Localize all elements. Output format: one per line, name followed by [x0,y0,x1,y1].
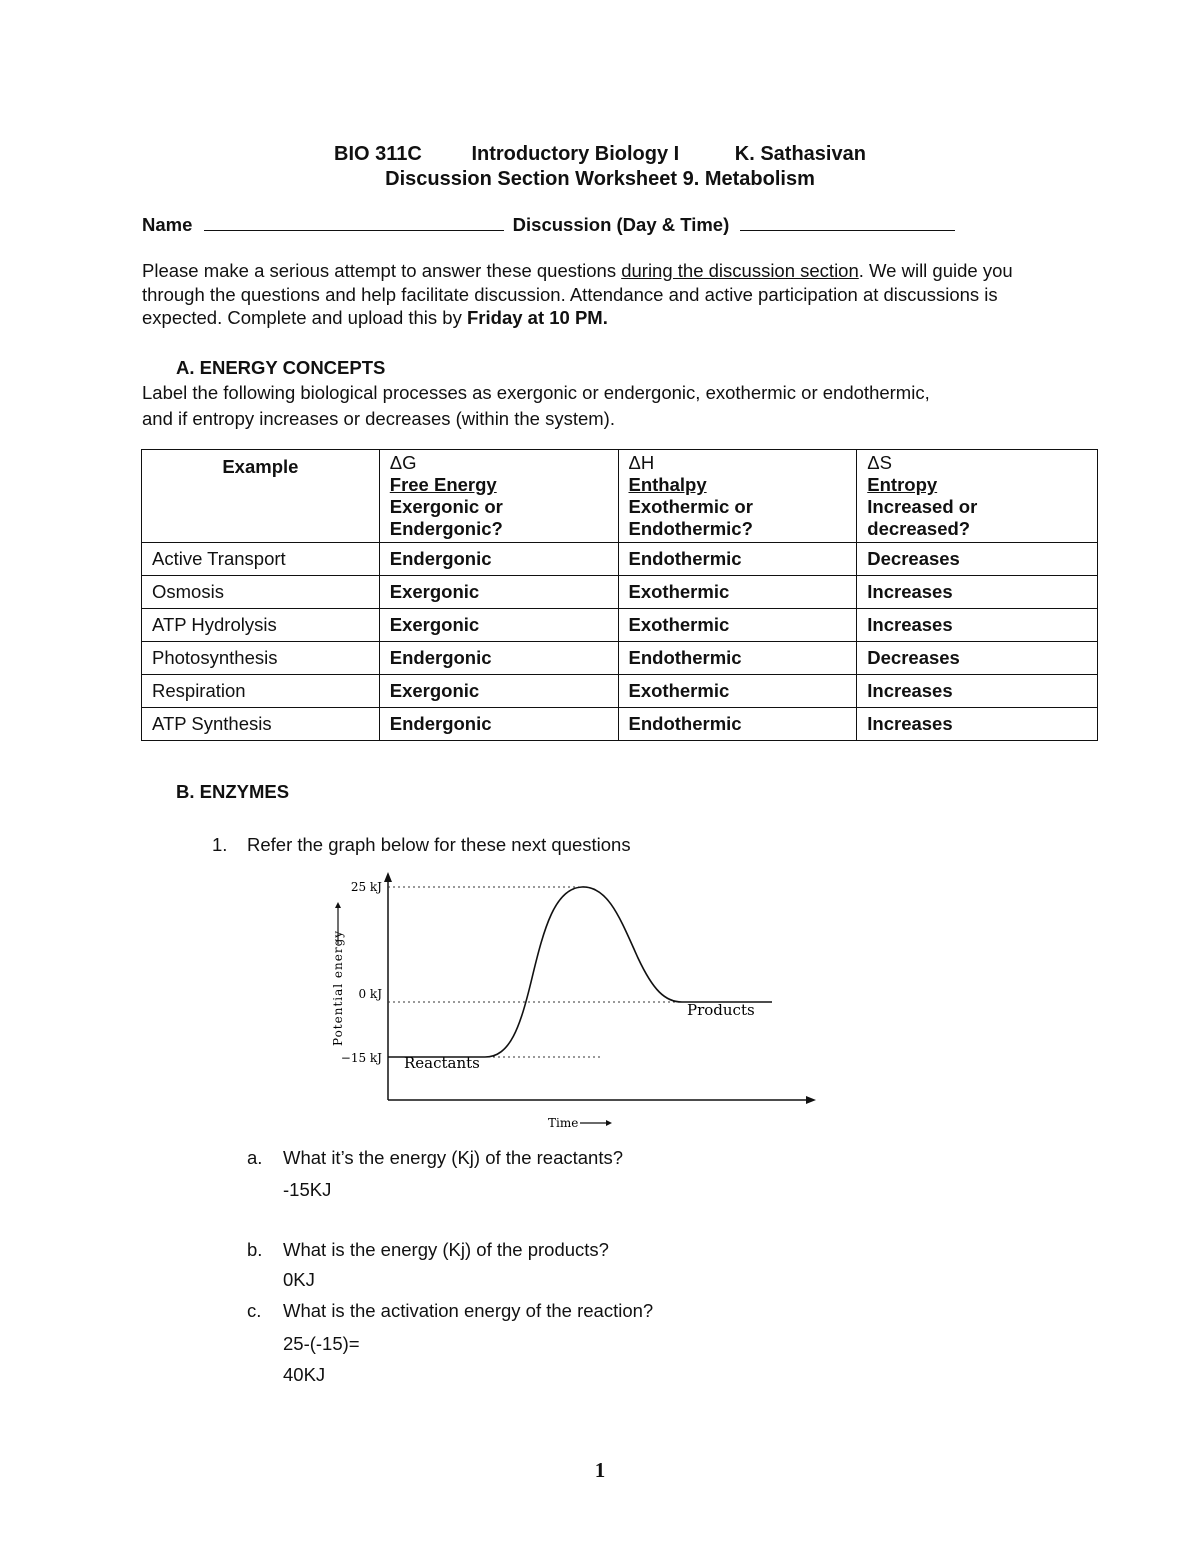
table-row: ATP Synthesis Endergonic Endothermic Increases [142,708,1098,741]
reaction-curve [388,887,772,1057]
header-delta-g: ΔG Free Energy Exergonic or Endergonic? [379,450,618,543]
intro-paragraph: Please make a serious attempt to answer these questions during the discussion section. We will guide you through the questions and help facilitate discussion. Attendance and active participation at discussions is expected. Complete and upload this by Friday at 10 PM. [142,260,1013,328]
y-axis-label-group [331,902,345,1046]
name-field[interactable] [204,214,504,231]
table-row: ATP Hydrolysis Exergonic Exothermic Increases [142,609,1098,642]
worksheet-header [0,143,1200,166]
table-row: Photosynthesis Endergonic Endothermic Decreases [142,642,1098,675]
question-a-letter: a. [247,1147,263,1168]
header-delta-h: ΔH Enthalpy Exothermic or Endothermic? [618,450,857,543]
discussion-field[interactable] [740,214,955,231]
question-c-letter: c. [247,1300,262,1321]
header-example: Example [142,450,380,543]
table-row: Active Transport Endergonic Endothermic Decreases [142,543,1098,576]
section-a-instructions-1: Label the following biological processes as exergonic or endergonic, exothermic or endothermic, [142,382,930,403]
y-axis-arrowhead [384,872,392,882]
page-number: 1 [594,1458,606,1482]
course-title: Introductory Biology I [471,143,680,165]
table-row: Respiration Exergonic Exothermic Increases [142,675,1098,708]
energy-diagram [320,868,830,1138]
answer-b[interactable]: 0KJ [283,1269,315,1290]
question-c-text: What is the activation energy of the reaction? [283,1300,654,1321]
question-1-number: 1. [212,834,228,855]
section-a-heading: A. ENERGY CONCEPTS [176,357,386,378]
table-row: Osmosis Exergonic Exothermic Increases [142,576,1098,609]
table-header-row [142,450,1098,543]
intro-underlined: during the discussion section [621,260,859,281]
answer-c-line-1[interactable]: 25-(-15)= [283,1333,360,1354]
instructor-name: K. Sathasivan [734,143,866,165]
name-label: Name [142,214,193,235]
products-label: Products [687,1001,755,1019]
answer-c-line-2[interactable]: 40KJ [283,1364,326,1385]
tick-0kj: 0 kJ [358,987,382,1001]
x-axis-label: Time [548,1116,579,1130]
section-b-heading: B. ENZYMES [176,781,290,802]
worksheet-subtitle: Discussion Section Worksheet 9. Metabolism [385,168,815,190]
question-b-text: What is the energy (Kj) of the products? [283,1239,609,1260]
question-1-text: Refer the graph below for these next questions [247,834,631,855]
x-axis-arrowhead [806,1096,816,1104]
question-a-text: What it’s the energy (Kj) of the reactants? [283,1147,624,1168]
discussion-label: Discussion (Day & Time) [512,214,730,235]
answer-a[interactable]: -15KJ [283,1179,332,1200]
tick-minus15kj: −15 kJ [340,1051,382,1065]
course-code: BIO 311C [334,143,422,165]
y-axis-label: Potential energy [331,929,345,1046]
energy-concepts-table [141,449,1098,741]
section-a-instructions-2: and if entropy increases or decreases (within the system). [142,408,615,429]
deadline: Friday at 10 PM. [467,307,608,328]
name-line [142,214,955,236]
tick-25kj: 25 kJ [350,880,382,894]
question-b-letter: b. [247,1239,263,1260]
reactants-label: Reactants [404,1054,480,1072]
header-delta-s: ΔS Entropy Increased or decreased? [857,450,1098,543]
